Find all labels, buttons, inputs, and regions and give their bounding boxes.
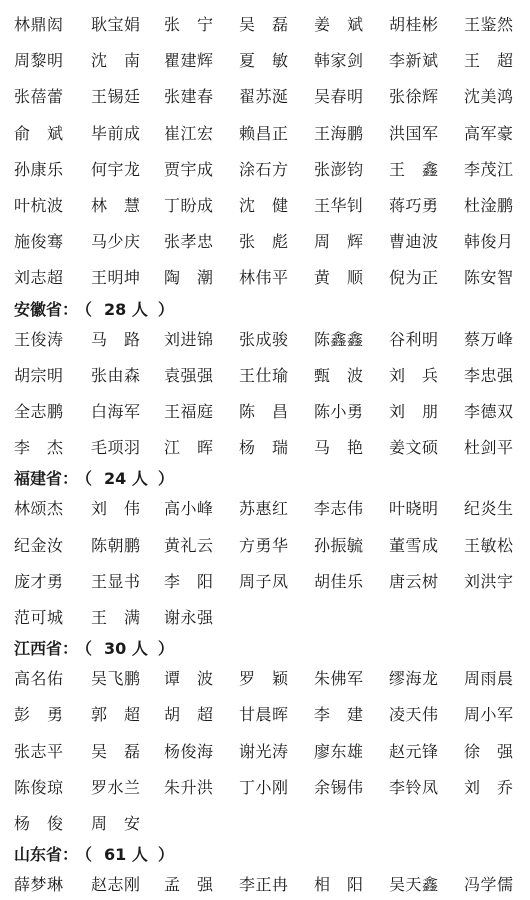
person-name: 张 彪 bbox=[239, 232, 289, 252]
person-name: 张孝忠 bbox=[164, 232, 214, 252]
province-name: 山东省： bbox=[14, 845, 79, 865]
person-name: 王福庭 bbox=[164, 402, 214, 421]
person-name: 郭 超 bbox=[91, 705, 141, 725]
person-name: 冯学儒 bbox=[464, 875, 514, 895]
count-close-paren: ） bbox=[157, 845, 174, 865]
person-name: 刘 兵 bbox=[389, 365, 439, 385]
person-name: 叶杭波 bbox=[14, 196, 64, 215]
person-name: 王敏松 bbox=[464, 535, 514, 555]
person-name: 王 满 bbox=[91, 608, 141, 627]
person-name: 陶 潮 bbox=[164, 268, 214, 288]
person-name: 王华钊 bbox=[314, 196, 364, 215]
person-name: 李志伟 bbox=[314, 499, 364, 519]
person-name: 李铃凤 bbox=[389, 777, 439, 797]
person-name: 李忠强 bbox=[464, 365, 514, 385]
person-name: 瞿建辉 bbox=[164, 51, 214, 71]
person-name: 吴飞鹏 bbox=[91, 669, 141, 689]
name-row bbox=[0, 227, 530, 257]
person-name: 毛项羽 bbox=[91, 438, 141, 458]
name-row bbox=[0, 397, 530, 427]
person-name: 全志鹏 bbox=[14, 402, 64, 421]
name-row bbox=[0, 870, 530, 900]
person-name: 罗水兰 bbox=[91, 777, 141, 797]
province-header bbox=[14, 467, 174, 491]
person-name: 杨俊海 bbox=[164, 741, 214, 761]
person-name: 毕前成 bbox=[91, 123, 141, 143]
name-row bbox=[0, 664, 530, 694]
person-name: 苏惠红 bbox=[239, 499, 289, 519]
person-name: 倪为正 bbox=[389, 268, 439, 288]
person-name: 姜文硕 bbox=[389, 438, 439, 458]
person-name: 张澎钧 bbox=[314, 159, 364, 179]
person-name: 周黎明 bbox=[14, 51, 64, 71]
person-name: 王 超 bbox=[464, 51, 514, 71]
name-row bbox=[0, 737, 530, 767]
person-name: 张成骏 bbox=[239, 329, 289, 349]
person-name: 杜淦鹏 bbox=[464, 196, 514, 215]
name-row bbox=[0, 191, 530, 221]
person-name: 范可城 bbox=[14, 608, 64, 627]
person-name: 马 艳 bbox=[314, 438, 364, 458]
person-name: 高小峰 bbox=[164, 499, 214, 519]
person-name: 甄 波 bbox=[314, 365, 364, 385]
person-name: 陈朝鹏 bbox=[91, 535, 141, 555]
person-name: 王显书 bbox=[91, 571, 141, 591]
count-open-paren: （ bbox=[84, 299, 93, 319]
person-name: 薛梦琳 bbox=[14, 875, 64, 895]
person-name: 刘 朋 bbox=[389, 402, 439, 421]
person-name: 叶晓明 bbox=[389, 499, 439, 519]
person-name: 黄 顺 bbox=[314, 268, 364, 288]
person-name: 杨 瑞 bbox=[239, 438, 289, 458]
name-row bbox=[0, 82, 530, 112]
person-name: 马少庆 bbox=[91, 232, 141, 252]
person-name: 王锡廷 bbox=[91, 87, 141, 107]
person-name: 王海鹏 bbox=[314, 123, 364, 143]
person-name: 袁强强 bbox=[164, 365, 214, 385]
person-name: 丁盼成 bbox=[164, 196, 214, 215]
name-row bbox=[0, 494, 530, 524]
person-name: 纪炎生 bbox=[464, 499, 514, 519]
person-name: 刘志超 bbox=[14, 268, 64, 288]
person-name: 陈小勇 bbox=[314, 402, 364, 421]
person-name: 王明坤 bbox=[91, 268, 141, 288]
person-name: 余锡伟 bbox=[314, 777, 364, 797]
person-name: 耿宝娟 bbox=[91, 15, 141, 34]
person-name: 沈 南 bbox=[91, 51, 141, 71]
person-name: 洪国军 bbox=[389, 123, 439, 143]
person-name: 周 辉 bbox=[314, 232, 364, 252]
count-close-paren: ） bbox=[157, 299, 174, 319]
province-header bbox=[14, 843, 174, 867]
person-name: 刘 伟 bbox=[91, 499, 141, 519]
person-name: 李 杰 bbox=[14, 438, 64, 458]
person-name: 缪海龙 bbox=[389, 669, 439, 689]
person-name: 刘进锦 bbox=[164, 329, 214, 349]
person-name: 王俊涛 bbox=[14, 329, 64, 349]
person-name: 凌天伟 bbox=[389, 705, 439, 725]
person-name: 张 宁 bbox=[164, 15, 214, 34]
person-name: 白海军 bbox=[91, 402, 141, 421]
person-name: 杨 俊 bbox=[14, 814, 64, 833]
name-row bbox=[0, 773, 530, 803]
person-name: 曹迪波 bbox=[389, 232, 439, 252]
person-name: 周子凤 bbox=[239, 571, 289, 591]
province-name: 江西省： bbox=[14, 639, 79, 659]
person-name: 张由森 bbox=[91, 365, 141, 385]
person-name: 张建春 bbox=[164, 87, 214, 107]
person-name: 沈 健 bbox=[239, 196, 289, 215]
person-name: 林伟平 bbox=[239, 268, 289, 288]
person-name: 徐 强 bbox=[464, 741, 514, 761]
person-name: 赵元锋 bbox=[389, 741, 439, 761]
person-name: 李茂江 bbox=[464, 159, 514, 179]
name-row bbox=[0, 325, 530, 355]
person-name: 庞才勇 bbox=[14, 571, 64, 591]
person-name: 林鼎闳 bbox=[14, 15, 64, 34]
name-row bbox=[0, 46, 530, 76]
name-row bbox=[0, 809, 530, 839]
person-name: 高军豪 bbox=[464, 123, 514, 143]
person-name: 谷利明 bbox=[389, 329, 439, 349]
person-name: 俞 斌 bbox=[14, 123, 64, 143]
province-count: 61 人 bbox=[104, 845, 148, 865]
person-name: 罗 颖 bbox=[239, 669, 289, 689]
person-name: 周 安 bbox=[91, 814, 141, 833]
person-name: 吴春明 bbox=[314, 87, 364, 107]
person-name: 赖昌正 bbox=[239, 123, 289, 143]
person-name: 贾宇成 bbox=[164, 159, 214, 179]
person-name: 张徐辉 bbox=[389, 87, 439, 107]
person-name: 黄礼云 bbox=[164, 535, 214, 555]
person-name: 韩家剑 bbox=[314, 51, 364, 71]
person-name: 吴 磊 bbox=[91, 741, 141, 761]
province-count: 24 人 bbox=[104, 469, 148, 489]
person-name: 孙康乐 bbox=[14, 159, 64, 179]
person-name: 吴 磊 bbox=[239, 15, 289, 34]
person-name: 方勇华 bbox=[239, 535, 289, 555]
person-name: 李 建 bbox=[314, 705, 364, 725]
person-name: 江 晖 bbox=[164, 438, 214, 458]
person-name: 谢光涛 bbox=[239, 741, 289, 761]
person-name: 李 阳 bbox=[164, 571, 214, 591]
person-name: 李正冉 bbox=[239, 875, 289, 895]
province-header bbox=[14, 637, 174, 661]
person-name: 林 慧 bbox=[91, 196, 141, 215]
person-name: 胡 超 bbox=[164, 705, 214, 725]
count-open-paren: （ bbox=[84, 639, 93, 659]
person-name: 纪金汝 bbox=[14, 535, 64, 555]
person-name: 陈 昌 bbox=[239, 402, 289, 421]
person-name: 胡佳乐 bbox=[314, 571, 364, 591]
person-name: 李新斌 bbox=[389, 51, 439, 71]
person-name: 相 阳 bbox=[314, 875, 364, 895]
province-name: 福建省： bbox=[14, 469, 79, 489]
province-name: 安徽省： bbox=[14, 299, 79, 319]
person-name: 何宇龙 bbox=[91, 159, 141, 179]
person-name: 涂石方 bbox=[239, 159, 289, 179]
person-name: 周雨晨 bbox=[464, 669, 514, 689]
person-name: 施俊骞 bbox=[14, 232, 64, 252]
person-name: 朱佛军 bbox=[314, 669, 364, 689]
person-name: 张志平 bbox=[14, 741, 64, 761]
person-name: 谭 波 bbox=[164, 669, 214, 689]
person-name: 崔江宏 bbox=[164, 123, 214, 143]
name-row bbox=[0, 531, 530, 561]
person-name: 胡桂彬 bbox=[389, 15, 439, 34]
count-open-paren: （ bbox=[84, 469, 93, 489]
name-row bbox=[0, 10, 530, 40]
name-row bbox=[0, 433, 530, 463]
person-name: 夏 敏 bbox=[239, 51, 289, 71]
name-row bbox=[0, 119, 530, 149]
person-name: 王仕瑜 bbox=[239, 365, 289, 385]
person-name: 张蓓蕾 bbox=[14, 87, 64, 107]
person-name: 杜剑平 bbox=[464, 438, 514, 458]
person-name: 胡宗明 bbox=[14, 365, 64, 385]
person-name: 王 鑫 bbox=[389, 159, 439, 179]
person-name: 陈俊琼 bbox=[14, 777, 64, 797]
person-name: 刘 乔 bbox=[464, 777, 514, 797]
person-name: 谢永强 bbox=[164, 608, 214, 627]
person-name: 甘晨晖 bbox=[239, 705, 289, 725]
name-row bbox=[0, 361, 530, 391]
person-name: 翟苏涎 bbox=[239, 87, 289, 107]
person-name: 李德双 bbox=[464, 402, 514, 421]
person-name: 孙振毓 bbox=[314, 535, 364, 555]
name-row bbox=[0, 567, 530, 597]
person-name: 唐云树 bbox=[389, 571, 439, 591]
person-name: 马 路 bbox=[91, 329, 141, 349]
person-name: 蔡万峰 bbox=[464, 329, 514, 349]
person-name: 蒋巧勇 bbox=[389, 196, 439, 215]
count-close-paren: ） bbox=[157, 639, 174, 659]
name-row bbox=[0, 700, 530, 730]
person-name: 吴天鑫 bbox=[389, 875, 439, 895]
person-name: 林颂杰 bbox=[14, 499, 64, 519]
province-count: 30 人 bbox=[104, 639, 148, 659]
name-row bbox=[0, 263, 530, 293]
person-name: 王鉴然 bbox=[464, 15, 514, 34]
count-open-paren: （ bbox=[84, 845, 93, 865]
person-name: 董雪成 bbox=[389, 535, 439, 555]
name-row bbox=[0, 155, 530, 185]
person-name: 周小军 bbox=[464, 705, 514, 725]
person-name: 姜 斌 bbox=[314, 15, 364, 34]
person-name: 刘洪宇 bbox=[464, 571, 514, 591]
person-name: 孟 强 bbox=[164, 875, 214, 895]
person-name: 丁小刚 bbox=[239, 777, 289, 797]
name-row bbox=[0, 603, 530, 633]
person-name: 陈安智 bbox=[464, 268, 514, 288]
person-name: 朱升洪 bbox=[164, 777, 214, 797]
person-name: 廖东雄 bbox=[314, 741, 364, 761]
province-count: 28 人 bbox=[104, 299, 148, 319]
person-name: 陈鑫鑫 bbox=[314, 329, 364, 349]
person-name: 沈美鸿 bbox=[464, 87, 514, 107]
count-close-paren: ） bbox=[157, 469, 174, 489]
province-header bbox=[14, 298, 174, 322]
person-name: 彭 勇 bbox=[14, 705, 64, 725]
person-name: 韩俊月 bbox=[464, 232, 514, 252]
person-name: 赵志刚 bbox=[91, 875, 141, 895]
person-name: 高名佑 bbox=[14, 669, 64, 689]
